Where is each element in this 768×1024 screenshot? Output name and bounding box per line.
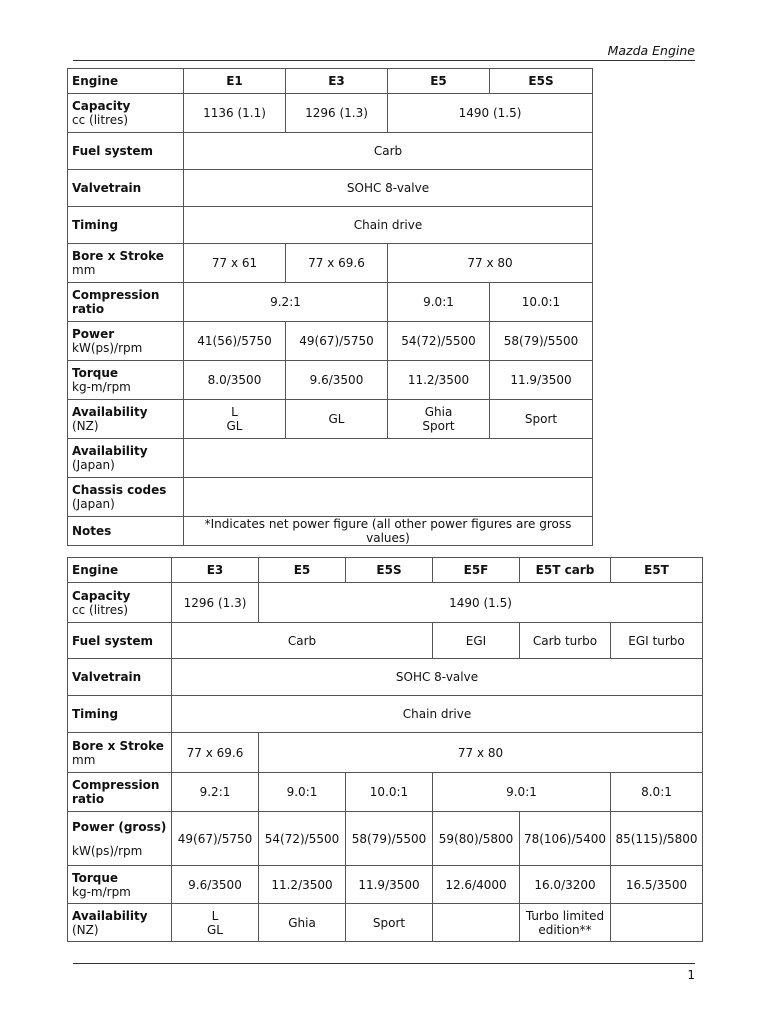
table-cell: 8.0/3500 — [184, 361, 286, 400]
table-row — [68, 812, 703, 866]
table-cell: Carb — [172, 623, 433, 659]
column-header: Engine — [68, 558, 172, 583]
column-header: E5S — [346, 558, 433, 583]
table-row — [68, 207, 593, 244]
table-cell: 78(106)/5400 — [520, 812, 611, 866]
notes-cell: *Indicates net power figure (all other power figures are gross values) — [184, 517, 593, 546]
column-header: E5 — [388, 69, 490, 94]
table-cell: 9.6/3500 — [286, 361, 388, 400]
table-cell: L GL — [172, 904, 259, 942]
column-header: Engine — [68, 69, 184, 94]
table-cell: 8.0:1 — [611, 773, 703, 812]
table-cell: 16.0/3200 — [520, 866, 611, 904]
column-header: E3 — [172, 558, 259, 583]
row-label: Fuel system — [68, 623, 172, 659]
engine-spec-table-2 — [67, 557, 703, 942]
table-cell: Carb — [184, 133, 593, 170]
table-cell: 77 x 69.6 — [286, 244, 388, 283]
row-label: Bore x Stroke mm — [68, 244, 184, 283]
table-row — [68, 583, 703, 623]
table-cell: SOHC 8-valve — [184, 170, 593, 207]
row-label: Chassis codes (Japan) — [68, 478, 184, 517]
table-row — [68, 170, 593, 207]
table-cell: 16.5/3500 — [611, 866, 703, 904]
table-cell: EGI — [433, 623, 520, 659]
table-cell: 11.9/3500 — [490, 361, 593, 400]
table-cell: GL — [286, 400, 388, 439]
table-cell: 77 x 80 — [259, 733, 703, 773]
table-cell: Chain drive — [172, 696, 703, 733]
footer-divider — [73, 963, 695, 964]
page-header-title: Mazda Engine — [607, 43, 695, 58]
row-label: Torque kg-m/rpm — [68, 361, 184, 400]
table-cell: 9.2:1 — [184, 283, 388, 322]
table-cell: 1296 (1.3) — [172, 583, 259, 623]
column-header: E3 — [286, 69, 388, 94]
table-cell: 9.0:1 — [433, 773, 611, 812]
row-label: Power kW(ps)/rpm — [68, 322, 184, 361]
table-cell: EGI turbo — [611, 623, 703, 659]
table-cell: 77 x 80 — [388, 244, 593, 283]
table-cell: 1490 (1.5) — [388, 94, 593, 133]
table-row — [68, 478, 593, 517]
row-label: Valvetrain — [68, 170, 184, 207]
row-label: Valvetrain — [68, 659, 172, 696]
table-cell — [184, 439, 593, 478]
row-label: Bore x Stroke mm — [68, 733, 172, 773]
table-cell: 58(79)/5500 — [490, 322, 593, 361]
table-cell: 9.2:1 — [172, 773, 259, 812]
table-cell: 58(79)/5500 — [346, 812, 433, 866]
table-row — [68, 94, 593, 133]
table-cell: 1490 (1.5) — [259, 583, 703, 623]
table-row — [68, 400, 593, 439]
table-header-row — [68, 558, 703, 583]
table-cell: 77 x 61 — [184, 244, 286, 283]
table-cell: Ghia Sport — [388, 400, 490, 439]
table-cell: Sport — [346, 904, 433, 942]
table-row — [68, 439, 593, 478]
table-cell: 9.0:1 — [259, 773, 346, 812]
header-divider — [73, 60, 695, 61]
table-cell: 49(67)/5750 — [172, 812, 259, 866]
table-cell: SOHC 8-valve — [172, 659, 703, 696]
table-row — [68, 623, 703, 659]
row-label: Availability (Japan) — [68, 439, 184, 478]
table-cell: 11.2/3500 — [259, 866, 346, 904]
row-label: Notes — [68, 517, 184, 546]
table-cell: 9.0:1 — [388, 283, 490, 322]
row-label: Timing — [68, 207, 184, 244]
table-cell: 85(115)/5800 — [611, 812, 703, 866]
row-label: Torque kg-m/rpm — [68, 866, 172, 904]
table-row — [68, 133, 593, 170]
page-number: 1 — [687, 968, 695, 982]
table-cell: 77 x 69.6 — [172, 733, 259, 773]
table-row — [68, 283, 593, 322]
table-cell: Carb turbo — [520, 623, 611, 659]
table-row — [68, 659, 703, 696]
table-cell: 11.2/3500 — [388, 361, 490, 400]
table-row — [68, 866, 703, 904]
table-cell — [184, 478, 593, 517]
table-header-row — [68, 69, 593, 94]
table-cell: 59(80)/5800 — [433, 812, 520, 866]
column-header: E5F — [433, 558, 520, 583]
table-row — [68, 244, 593, 283]
table-row — [68, 361, 593, 400]
table-row — [68, 696, 703, 733]
table-row — [68, 904, 703, 942]
table-cell — [433, 904, 520, 942]
table-row — [68, 517, 593, 546]
table-cell: Turbo limited edition** — [520, 904, 611, 942]
engine-spec-table-1 — [67, 68, 593, 546]
row-label: Compression ratio — [68, 283, 184, 322]
row-label: Availability (NZ) — [68, 904, 172, 942]
table-cell: 11.9/3500 — [346, 866, 433, 904]
table-cell: Chain drive — [184, 207, 593, 244]
table-cell: 1136 (1.1) — [184, 94, 286, 133]
table-cell: 54(72)/5500 — [259, 812, 346, 866]
table-cell: 9.6/3500 — [172, 866, 259, 904]
table-cell: 12.6/4000 — [433, 866, 520, 904]
table-cell: L GL — [184, 400, 286, 439]
row-label: Power (gross) kW(ps)/rpm — [68, 812, 172, 866]
row-label: Capacity cc (litres) — [68, 94, 184, 133]
table-cell: 1296 (1.3) — [286, 94, 388, 133]
table-cell: 54(72)/5500 — [388, 322, 490, 361]
table-cell: Ghia — [259, 904, 346, 942]
row-label: Compression ratio — [68, 773, 172, 812]
column-header: E5T — [611, 558, 703, 583]
table-cell: 41(56)/5750 — [184, 322, 286, 361]
table-cell: 49(67)/5750 — [286, 322, 388, 361]
table-row — [68, 322, 593, 361]
row-label: Capacity cc (litres) — [68, 583, 172, 623]
table-cell: Sport — [490, 400, 593, 439]
column-header: E5T carb — [520, 558, 611, 583]
column-header: E5 — [259, 558, 346, 583]
table-row — [68, 773, 703, 812]
table-cell — [611, 904, 703, 942]
row-label: Availability (NZ) — [68, 400, 184, 439]
table-cell: 10.0:1 — [346, 773, 433, 812]
column-header: E5S — [490, 69, 593, 94]
table-row — [68, 733, 703, 773]
table-cell: 10.0:1 — [490, 283, 593, 322]
row-label: Fuel system — [68, 133, 184, 170]
row-label: Timing — [68, 696, 172, 733]
column-header: E1 — [184, 69, 286, 94]
